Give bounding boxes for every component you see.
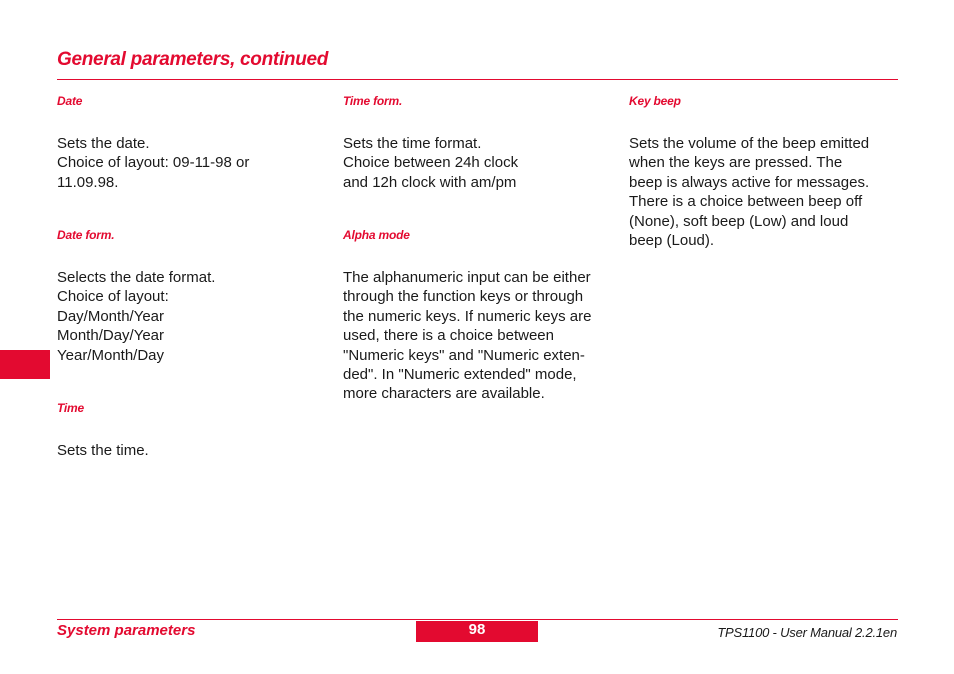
section-text-date-form: Selects the date format. Choice of layout: Day/Month/Year Month/Day/Year Year/Month/Day	[57, 269, 216, 364]
section-text-time-form: Sets the time format. Choice between 24h clock and 12h clock with am/pm	[343, 135, 519, 191]
section-heading-key-beep: Key beep	[629, 94, 681, 108]
chapter-tab-marker	[0, 350, 50, 379]
section-heading-alpha-mode: Alpha mode	[343, 228, 410, 242]
footer-manual-title: TPS1100 - User Manual 2.2.1en	[717, 625, 897, 640]
page-title: General parameters, continued	[57, 49, 329, 70]
section-text-date: Sets the date. Choice of layout: 09-11-98 or 11.09.98.	[57, 135, 250, 191]
section-text-time: Sets the time.	[57, 442, 149, 459]
footer-section-title: System parameters	[57, 622, 196, 639]
section-text-alpha-mode: The alphanumeric input can be either through the function keys or through the numeric keys. If numeric keys are used, there is a choice between "Numeric keys" and "Numeric exten- ded". In "Numeric extended" mode, more characters are available.	[343, 269, 592, 403]
footer-rule	[57, 619, 898, 620]
section-heading-date: Date	[57, 94, 83, 108]
header-rule	[57, 79, 898, 80]
section-heading-date-form: Date form.	[57, 228, 115, 242]
page-number: 98	[416, 621, 538, 642]
section-heading-time: Time	[57, 401, 84, 415]
section-text-key-beep: Sets the volume of the beep emitted when the keys are pressed. The beep is always active for messages. There is a choice between beep off (None), soft beep (Low) and loud beep (Loud).	[629, 135, 870, 250]
section-heading-time-form: Time form.	[343, 94, 403, 108]
